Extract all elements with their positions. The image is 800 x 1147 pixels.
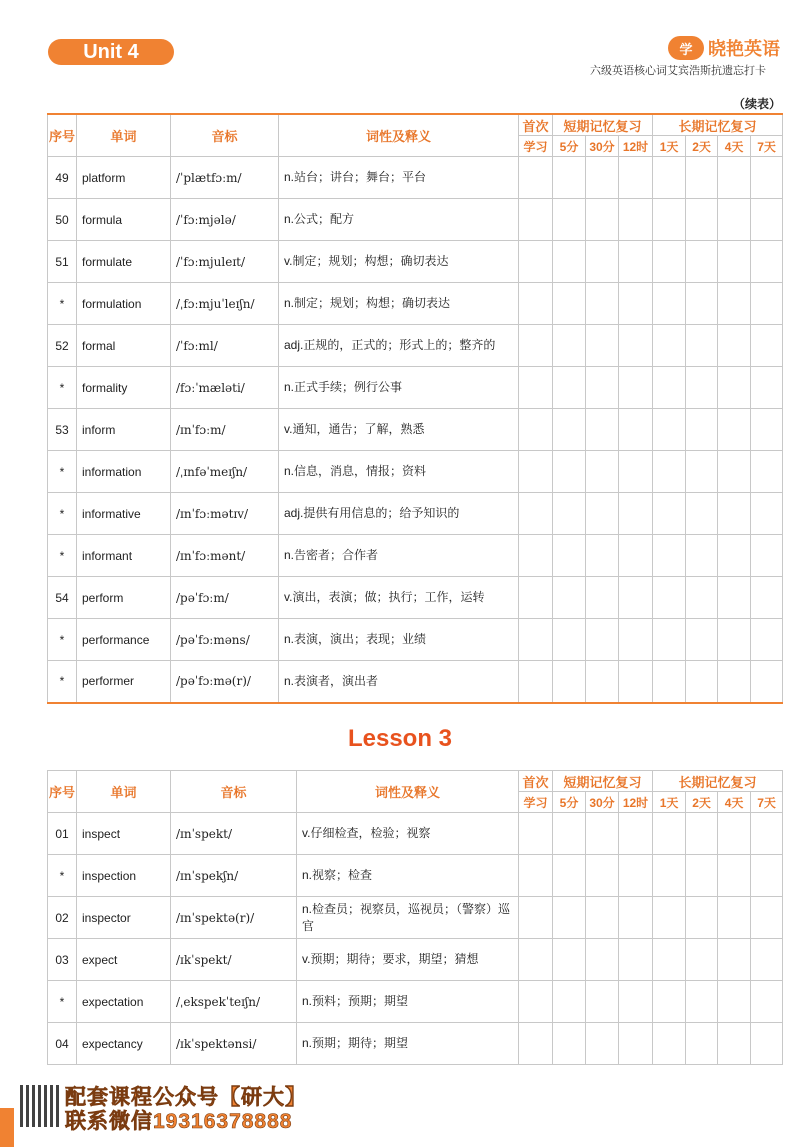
row-word: formulation [77,283,171,325]
row-number: 50 [48,199,77,241]
checkbox-cell[interactable] [653,1023,686,1065]
checkbox-cell[interactable] [586,535,619,577]
table-row [48,1023,783,1065]
row-definition: n.站台；讲台；舞台；平台 [279,157,519,199]
table-row [48,661,783,703]
header-short-review: 短期记忆复习 [553,114,653,136]
checkbox-cell[interactable] [718,367,751,409]
row-word: formula [77,199,171,241]
row-definition: n.表演，演出；表现；业绩 [279,619,519,661]
header-row [48,771,783,792]
row-ipa: /ɪnˈfɔːmənt/ [171,535,279,577]
header-first: 首次 [519,771,553,792]
checkbox-cell[interactable] [653,325,686,367]
header-m30: 30分 [586,792,619,813]
checkbox-cell[interactable] [553,855,586,897]
row-word: expectation [77,981,171,1023]
checkbox-cell[interactable] [751,813,783,855]
table-row [48,325,783,367]
table-row [48,897,783,939]
table-row [48,577,783,619]
checkbox-cell[interactable] [653,939,686,981]
checkbox-cell[interactable] [586,325,619,367]
brand-subtitle: 六级英语核心词艾宾浩斯抗遗忘打卡 [590,65,766,77]
row-word: performance [77,619,171,661]
checkbox-cell[interactable] [553,1023,586,1065]
checkbox-cell[interactable] [686,199,718,241]
checkbox-cell[interactable] [519,1023,553,1065]
checkbox-cell[interactable] [718,855,751,897]
checkbox-cell[interactable] [553,325,586,367]
checkbox-cell[interactable] [586,661,619,703]
header-h12: 12时 [619,136,653,157]
row-word: formulate [77,241,171,283]
checkbox-cell[interactable] [686,981,718,1023]
checkbox-cell[interactable] [519,199,553,241]
checkbox-cell[interactable] [653,241,686,283]
row-number: * [48,367,77,409]
header-study: 学习 [519,792,553,813]
checkbox-cell[interactable] [686,451,718,493]
checkbox-cell[interactable] [751,577,783,619]
checkbox-cell[interactable] [751,855,783,897]
checkbox-cell[interactable] [751,939,783,981]
checkbox-cell[interactable] [653,897,686,939]
checkbox-cell[interactable] [519,283,553,325]
row-number: 04 [48,1023,77,1065]
checkbox-cell[interactable] [519,939,553,981]
row-word: formality [77,367,171,409]
row-number: 03 [48,939,77,981]
table-row [48,451,783,493]
checkbox-cell[interactable] [586,1023,619,1065]
row-ipa: /ˈfɔːml/ [171,325,279,367]
checkbox-cell[interactable] [519,619,553,661]
header-first: 首次 [519,114,553,136]
row-number: * [48,981,77,1023]
row-number: * [48,661,77,703]
row-ipa: /pəˈfɔːmə(r)/ [171,661,279,703]
header-study: 学习 [519,136,553,157]
header-d2: 2天 [686,136,718,157]
checkbox-cell[interactable] [586,157,619,199]
checkbox-cell[interactable] [519,897,553,939]
table-row [48,535,783,577]
checkbox-cell[interactable] [619,367,653,409]
checkbox-cell[interactable] [653,577,686,619]
header-def: 词性及释义 [297,771,519,813]
checkbox-cell[interactable] [586,577,619,619]
row-definition: v.制定；规划；构想；确切表达 [279,241,519,283]
checkbox-cell[interactable] [718,897,751,939]
checkbox-cell[interactable] [519,535,553,577]
checkbox-cell[interactable] [519,981,553,1023]
checkbox-cell[interactable] [586,367,619,409]
checkbox-cell[interactable] [553,535,586,577]
row-number: 51 [48,241,77,283]
header-m30: 30分 [586,136,619,157]
checkbox-cell[interactable] [586,283,619,325]
checkbox-cell[interactable] [686,619,718,661]
corner-accent [0,1108,14,1147]
checkbox-cell[interactable] [619,535,653,577]
header-seq: 序号 [48,771,77,813]
row-number: 49 [48,157,77,199]
checkbox-cell[interactable] [718,1023,751,1065]
header-long-review: 长期记忆复习 [653,114,783,136]
header-long-review: 长期记忆复习 [653,771,783,792]
row-ipa: /ɪnˈfɔːmətɪv/ [171,493,279,535]
checkbox-cell[interactable] [718,283,751,325]
header-d7: 7天 [751,136,783,157]
checkbox-cell[interactable] [619,325,653,367]
checkbox-cell[interactable] [586,855,619,897]
header-word: 单词 [77,114,171,157]
checkbox-cell[interactable] [519,409,553,451]
checkbox-cell[interactable] [718,661,751,703]
checkbox-cell[interactable] [653,493,686,535]
header-short-review: 短期记忆复习 [553,771,653,792]
row-definition: n.制定；规划；构想；确切表达 [279,283,519,325]
row-word: perform [77,577,171,619]
table-row [48,813,783,855]
row-definition: n.表演者，演出者 [279,661,519,703]
checkbox-cell[interactable] [553,241,586,283]
checkbox-cell[interactable] [686,241,718,283]
checkbox-cell[interactable] [553,939,586,981]
checkbox-cell[interactable] [619,981,653,1023]
checkbox-cell[interactable] [653,981,686,1023]
row-ipa: /ɪnˈspekʃn/ [171,855,297,897]
checkbox-cell[interactable] [619,409,653,451]
checkbox-cell[interactable] [686,813,718,855]
checkbox-cell[interactable] [751,199,783,241]
checkbox-cell[interactable] [519,855,553,897]
table-row [48,939,783,981]
checkbox-cell[interactable] [586,981,619,1023]
checkbox-cell[interactable] [553,409,586,451]
checkbox-cell[interactable] [619,661,653,703]
checkbox-cell[interactable] [751,241,783,283]
checkbox-cell[interactable] [751,1023,783,1065]
row-ipa: /ˌekspekˈteɪʃn/ [171,981,297,1023]
checkbox-cell[interactable] [586,493,619,535]
header-row [48,114,783,136]
row-definition: v.预期；期待；要求，期望；猜想 [297,939,519,981]
checkbox-cell[interactable] [653,367,686,409]
checkbox-cell[interactable] [751,409,783,451]
brand-logo-icon: 学 [668,36,704,60]
checkbox-cell[interactable] [718,493,751,535]
checkbox-cell[interactable] [718,157,751,199]
checkbox-cell[interactable] [751,157,783,199]
row-definition: n.信息，消息，情报；资料 [279,451,519,493]
checkbox-cell[interactable] [718,813,751,855]
checkbox-cell[interactable] [751,283,783,325]
checkbox-cell[interactable] [553,199,586,241]
row-definition: n.告密者；合作者 [279,535,519,577]
checkbox-cell[interactable] [553,897,586,939]
checkbox-cell[interactable] [586,451,619,493]
checkbox-cell[interactable] [751,451,783,493]
checkbox-cell[interactable] [619,813,653,855]
row-word: inspection [77,855,171,897]
checkbox-cell[interactable] [519,661,553,703]
checkbox-cell[interactable] [519,241,553,283]
row-ipa: /ɪnˈspekt/ [171,813,297,855]
table-row [48,981,783,1023]
checkbox-cell[interactable] [751,325,783,367]
checkbox-cell[interactable] [653,813,686,855]
table-row [48,619,783,661]
checkbox-cell[interactable] [751,493,783,535]
checkbox-cell[interactable] [718,451,751,493]
checkbox-cell[interactable] [519,451,553,493]
header-d2: 2天 [686,792,718,813]
row-ipa: /ɪkˈspektənsi/ [171,1023,297,1065]
checkbox-cell[interactable] [686,535,718,577]
header-d4: 4天 [718,136,751,157]
header-h12: 12时 [619,792,653,813]
table-row [48,199,783,241]
checkbox-cell[interactable] [686,897,718,939]
header-d1: 1天 [653,792,686,813]
checkbox-cell[interactable] [619,241,653,283]
row-word: platform [77,157,171,199]
brand [668,35,780,61]
table-row [48,493,783,535]
header-ipa: 音标 [171,114,279,157]
row-ipa: /ɪnˈspektə(r)/ [171,897,297,939]
checkbox-cell[interactable] [619,283,653,325]
checkbox-cell[interactable] [619,897,653,939]
header-m5: 5分 [553,792,586,813]
checkbox-cell[interactable] [553,981,586,1023]
checkbox-cell[interactable] [653,535,686,577]
brand-name: 晓艳英语 [708,39,780,59]
checkbox-cell[interactable] [619,939,653,981]
header-def: 词性及释义 [279,114,519,157]
table-row [48,409,783,451]
checkbox-cell[interactable] [718,939,751,981]
header-ipa: 音标 [171,771,297,813]
header-word: 单词 [77,771,171,813]
table-row [48,157,783,199]
row-word: inspect [77,813,171,855]
checkbox-cell[interactable] [751,981,783,1023]
vocab-table-2 [47,770,783,1065]
row-ipa: /pəˈfɔːməns/ [171,619,279,661]
table-row [48,283,783,325]
checkbox-cell[interactable] [718,981,751,1023]
row-number: * [48,493,77,535]
header-d7: 7天 [751,792,783,813]
checkbox-cell[interactable] [553,157,586,199]
checkbox-cell[interactable] [553,661,586,703]
row-definition: n.检查员；视察员，巡视员；（警察）巡官 [297,897,519,939]
header-m5: 5分 [553,136,586,157]
row-definition: n.预期；期待；期望 [297,1023,519,1065]
row-word: expect [77,939,171,981]
row-word: expectancy [77,1023,171,1065]
checkbox-cell[interactable] [586,939,619,981]
checkbox-cell[interactable] [718,241,751,283]
checkbox-cell[interactable] [553,577,586,619]
row-definition: n.视察；检查 [297,855,519,897]
row-number: 52 [48,325,77,367]
checkbox-cell[interactable] [718,577,751,619]
checkbox-cell[interactable] [553,367,586,409]
checkbox-cell[interactable] [686,367,718,409]
checkbox-cell[interactable] [686,493,718,535]
continued-label: （续表） [733,97,782,111]
checkbox-cell[interactable] [553,813,586,855]
row-number: * [48,619,77,661]
header-seq: 序号 [48,114,77,157]
checkbox-cell[interactable] [519,367,553,409]
table-row [48,855,783,897]
row-ipa: /ˈfɔːmjuleɪt/ [171,241,279,283]
checkbox-cell[interactable] [619,157,653,199]
row-number: * [48,855,77,897]
checkbox-cell[interactable] [653,283,686,325]
checkbox-cell[interactable] [686,577,718,619]
row-definition: adj.提供有用信息的；给予知识的 [279,493,519,535]
checkbox-cell[interactable] [751,535,783,577]
row-word: performer [77,661,171,703]
checkbox-cell[interactable] [686,283,718,325]
row-number: * [48,451,77,493]
row-ipa: /ˈfɔːmjələ/ [171,199,279,241]
checkbox-cell[interactable] [751,619,783,661]
checkbox-cell[interactable] [751,367,783,409]
checkbox-cell[interactable] [686,325,718,367]
checkbox-cell[interactable] [653,451,686,493]
header-d1: 1天 [653,136,686,157]
checkbox-cell[interactable] [653,619,686,661]
checkbox-cell[interactable] [553,451,586,493]
row-definition: v.演出，表演；做；执行；工作，运转 [279,577,519,619]
promo-text [65,1086,307,1134]
row-definition: n.公式；配方 [279,199,519,241]
row-ipa: /fɔːˈmæləti/ [171,367,279,409]
checkbox-cell[interactable] [653,661,686,703]
checkbox-cell[interactable] [519,325,553,367]
checkbox-cell[interactable] [553,283,586,325]
checkbox-cell[interactable] [619,619,653,661]
promo-line-2: 联系微信19316378888 [65,1110,293,1133]
row-ipa: /ɪnˈfɔːm/ [171,409,279,451]
checkbox-cell[interactable] [553,493,586,535]
checkbox-cell[interactable] [686,661,718,703]
checkbox-cell[interactable] [718,619,751,661]
row-number: 54 [48,577,77,619]
table-row [48,367,783,409]
row-definition: v.通知，通告；了解，熟悉 [279,409,519,451]
vocab-table-1 [47,113,783,704]
checkbox-cell[interactable] [686,855,718,897]
checkbox-cell[interactable] [751,661,783,703]
unit-badge: Unit 4 [48,39,174,65]
checkbox-cell[interactable] [718,409,751,451]
checkbox-cell[interactable] [718,199,751,241]
checkbox-cell[interactable] [619,451,653,493]
row-ipa: /ˌɪnfəˈmeɪʃn/ [171,451,279,493]
header-d4: 4天 [718,792,751,813]
row-definition: v.仔细检查，检验；视察 [297,813,519,855]
checkbox-cell[interactable] [686,939,718,981]
checkbox-cell[interactable] [686,409,718,451]
table-row [48,241,783,283]
promo-line-1: 配套课程公众号【研大】 [65,1086,307,1109]
checkbox-cell[interactable] [619,199,653,241]
row-word: inspector [77,897,171,939]
checkbox-cell[interactable] [619,1023,653,1065]
row-definition: adj.正规的，正式的；形式上的；整齐的 [279,325,519,367]
checkbox-cell[interactable] [586,813,619,855]
checkbox-cell[interactable] [519,813,553,855]
checkbox-cell[interactable] [619,855,653,897]
row-number: 53 [48,409,77,451]
row-number: 02 [48,897,77,939]
checkbox-cell[interactable] [653,157,686,199]
checkbox-cell[interactable] [653,855,686,897]
row-definition: n.正式手续；例行公事 [279,367,519,409]
checkbox-cell[interactable] [686,1023,718,1065]
checkbox-cell[interactable] [553,619,586,661]
lesson-title: Lesson 3 [347,725,453,752]
checkbox-cell[interactable] [619,493,653,535]
checkbox-cell[interactable] [686,157,718,199]
row-ipa: /ˈplætfɔːm/ [171,157,279,199]
row-ipa: /ˌfɔːmjuˈleɪʃn/ [171,283,279,325]
checkbox-cell[interactable] [653,409,686,451]
row-word: informative [77,493,171,535]
checkbox-cell[interactable] [519,493,553,535]
row-word: formal [77,325,171,367]
row-word: information [77,451,171,493]
checkbox-cell[interactable] [586,409,619,451]
row-number: 01 [48,813,77,855]
row-ipa: /ɪkˈspekt/ [171,939,297,981]
checkbox-cell[interactable] [586,619,619,661]
row-word: informant [77,535,171,577]
row-definition: n.预料；预期；期望 [297,981,519,1023]
row-number: * [48,535,77,577]
checkbox-cell[interactable] [751,897,783,939]
row-number: * [48,283,77,325]
row-ipa: /pəˈfɔːm/ [171,577,279,619]
checkbox-cell[interactable] [619,577,653,619]
checkbox-cell[interactable] [718,535,751,577]
checkbox-cell[interactable] [653,199,686,241]
checkbox-cell[interactable] [586,897,619,939]
checkbox-cell[interactable] [519,577,553,619]
checkbox-cell[interactable] [586,241,619,283]
checkbox-cell[interactable] [519,157,553,199]
qr-code-icon [20,1085,62,1127]
checkbox-cell[interactable] [718,325,751,367]
checkbox-cell[interactable] [586,199,619,241]
row-word: inform [77,409,171,451]
